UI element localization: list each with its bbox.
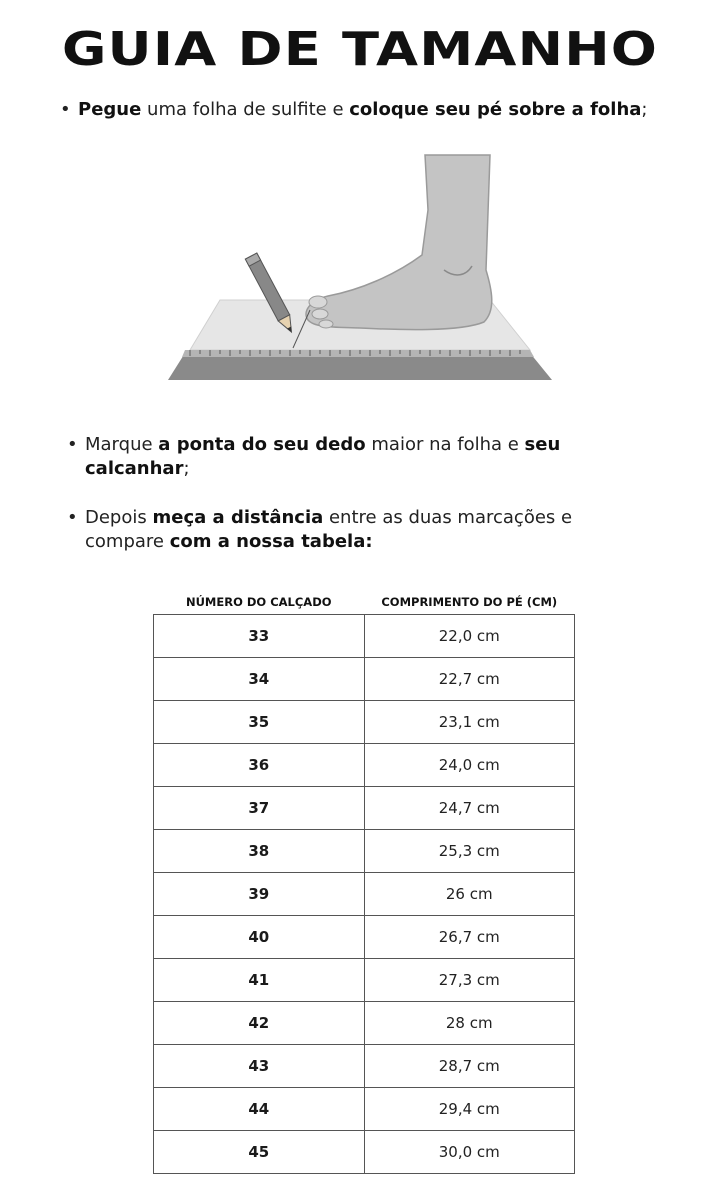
shoe-size-cell: 44: [154, 1088, 365, 1131]
table-header-row: [154, 590, 575, 615]
shoe-size-cell: 39: [154, 873, 365, 916]
shoe-size-cell: 38: [154, 830, 365, 873]
instruction-step-3: [67, 506, 625, 554]
table-row: [154, 615, 575, 658]
foot-length-cell: 28 cm: [364, 1002, 575, 1045]
shoe-size-cell: 45: [154, 1131, 365, 1174]
page-title: GUIA DE TAMANHO: [61, 22, 659, 76]
foot-length-cell: 26 cm: [364, 873, 575, 916]
step2-bold-1: a ponta do seu dedo: [158, 434, 366, 455]
table-row: [154, 658, 575, 701]
shoe-size-cell: 34: [154, 658, 365, 701]
instruction-step-1: [60, 98, 698, 122]
step2-text-1: Marque: [85, 434, 159, 455]
table-row: [154, 873, 575, 916]
foot-measuring-illustration: [160, 150, 560, 390]
shoe-size-cell: 40: [154, 916, 365, 959]
foot-length-cell: 28,7 cm: [364, 1045, 575, 1088]
table-row: [154, 744, 575, 787]
foot-length-cell: 22,7 cm: [364, 658, 575, 701]
table-row: [154, 701, 575, 744]
table-row: [154, 1002, 575, 1045]
step1-text-2: ;: [641, 99, 648, 120]
step1-text-1: uma folha de sulfite e: [141, 99, 350, 120]
bullet-point: •: [60, 99, 71, 120]
step2-text-2: maior na folha e: [365, 434, 525, 455]
shoe-size-cell: 43: [154, 1045, 365, 1088]
foot-length-cell: 25,3 cm: [364, 830, 575, 873]
shoe-size-cell: 37: [154, 787, 365, 830]
step2-text-3: ;: [183, 458, 190, 479]
shoe-size-cell: 36: [154, 744, 365, 787]
foot-length-cell: 22,0 cm: [364, 615, 575, 658]
shoe-size-cell: 41: [154, 959, 365, 1002]
shoe-size-cell: 42: [154, 1002, 365, 1045]
step3-bold-2: com a nossa tabela:: [169, 531, 373, 552]
foot-length-cell: 30,0 cm: [364, 1131, 575, 1174]
step2-bold-2: seu calcanhar: [85, 434, 561, 479]
size-table: [153, 590, 575, 1174]
shoe-size-cell: 33: [154, 615, 365, 658]
header-foot-length: COMPRIMENTO DO PÉ (CM): [364, 590, 575, 615]
table-row: [154, 830, 575, 873]
foot-length-cell: 29,4 cm: [364, 1088, 575, 1131]
shoe-size-cell: 35: [154, 701, 365, 744]
table-row: [154, 1088, 575, 1131]
table-row: [154, 916, 575, 959]
foot-length-cell: 27,3 cm: [364, 959, 575, 1002]
table-row: [154, 1045, 575, 1088]
header-shoe-number: NÚMERO DO CALÇADO: [154, 590, 365, 615]
bullet-point: •: [67, 507, 78, 528]
foot-length-cell: 23,1 cm: [364, 701, 575, 744]
step3-text-2: entre as duas marcações e compare: [85, 507, 573, 552]
table-row: [154, 959, 575, 1002]
foot-length-cell: 24,7 cm: [364, 787, 575, 830]
step3-bold-1: meça a distância: [152, 507, 324, 528]
table-row: [154, 1131, 575, 1174]
step1-bold-1: Pegue: [78, 99, 142, 120]
table-row: [154, 787, 575, 830]
instruction-step-2: [67, 433, 605, 481]
step1-bold-2: coloque seu pé sobre a folha: [349, 99, 642, 120]
step3-text-1: Depois: [85, 507, 153, 528]
foot-length-cell: 26,7 cm: [364, 916, 575, 959]
bullet-point: •: [67, 434, 78, 455]
foot-length-cell: 24,0 cm: [364, 744, 575, 787]
